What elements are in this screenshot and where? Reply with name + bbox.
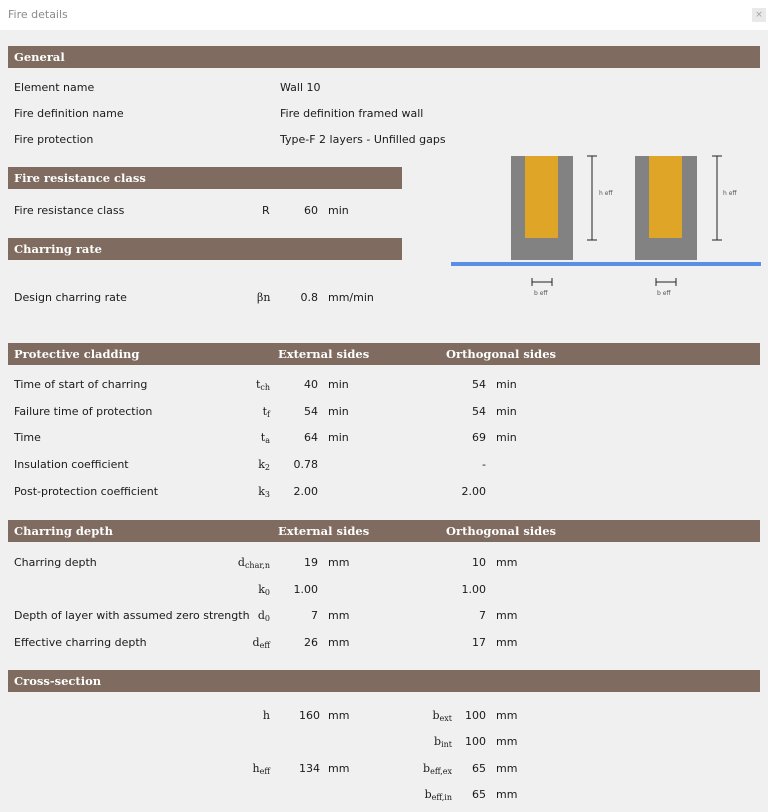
external-value: 2.00 — [293, 485, 318, 498]
cross-section-value: 160 — [299, 709, 320, 722]
row-label: Depth of layer with assumed zero strength — [14, 609, 250, 622]
orthogonal-value: 1.00 — [461, 583, 486, 596]
orthogonal-unit: mm — [496, 636, 518, 649]
title-bar — [0, 0, 768, 30]
element-name-value: Wall 10 — [280, 81, 321, 94]
row-label: Time of start of charring — [14, 378, 148, 391]
orthogonal-value: 10 — [472, 556, 486, 569]
fire-resistance-label: Fire resistance class — [14, 204, 125, 217]
symbol-subscript: 0 — [264, 588, 270, 597]
section-title: Charring depth — [14, 524, 113, 538]
window-title: Fire details — [8, 8, 68, 21]
section-header-general — [8, 46, 760, 68]
row-symbol — [200, 583, 270, 600]
dimension-h-right — [712, 156, 722, 240]
row-label: Post-protection coefficient — [14, 485, 159, 498]
fire-resistance-value: 60 — [304, 204, 318, 217]
symbol-subscript: 3 — [264, 490, 270, 499]
charring-rate-label: Design charring rate — [14, 291, 127, 304]
symbol-base: k — [258, 458, 265, 471]
row-label: Insulation coefficient — [14, 458, 129, 471]
cross-section-value: 65 — [472, 788, 486, 801]
symbol-base: k — [258, 485, 265, 498]
section-header-charring-rate — [8, 238, 402, 260]
cross-section-unit: mm — [328, 709, 350, 722]
section-title: Cross-section — [14, 674, 102, 688]
orthogonal-unit: mm — [496, 609, 518, 622]
external-unit: min — [328, 405, 349, 418]
cross-section-symbol — [390, 788, 452, 805]
orthogonal-value: - — [482, 458, 486, 471]
external-unit: mm — [328, 636, 350, 649]
external-unit: mm — [328, 556, 350, 569]
orthogonal-unit: min — [496, 431, 517, 444]
orthogonal-value: 54 — [472, 378, 486, 391]
orthogonal-unit: mm — [496, 556, 518, 569]
orthogonal-value: 69 — [472, 431, 486, 444]
row-symbol — [200, 458, 270, 475]
cross-section-value: 65 — [472, 762, 486, 775]
section-title: Charring rate — [14, 242, 102, 256]
external-value: 26 — [304, 636, 318, 649]
row-symbol — [200, 556, 270, 573]
symbol-subscript: eff,in — [431, 793, 452, 802]
row-symbol — [200, 431, 270, 448]
symbol-subscript: ch — [260, 383, 270, 392]
orthogonal-value: 17 — [472, 636, 486, 649]
fire-resistance-unit: min — [328, 204, 349, 217]
dimension-b-right — [656, 278, 676, 286]
symbol-base: b — [434, 735, 442, 748]
cross-section-value: 100 — [465, 709, 486, 722]
symbol-base: h — [262, 709, 270, 722]
orthogonal-value: 54 — [472, 405, 486, 418]
orthogonal-unit: min — [496, 405, 517, 418]
orthogonal-value: 2.00 — [461, 485, 486, 498]
symbol-subscript: a — [265, 436, 270, 445]
row-symbol — [200, 609, 270, 626]
cross-section-unit: mm — [496, 788, 518, 801]
fire-protection-value: Type-F 2 layers - Unfilled gaps — [280, 133, 446, 146]
symbol-base: t — [260, 431, 266, 444]
external-value: 40 — [304, 378, 318, 391]
symbol-base: d — [252, 636, 260, 649]
cross-section-unit: mm — [328, 762, 350, 775]
section-title: Fire resistance class — [14, 171, 146, 185]
cross-section-unit: mm — [496, 735, 518, 748]
charring-rate-symbol: βn — [257, 291, 271, 304]
column-header-external: External sides — [278, 347, 370, 361]
external-value: 19 — [304, 556, 318, 569]
symbol-subscript: ext — [439, 714, 452, 723]
fire-protection-label: Fire protection — [14, 133, 94, 146]
h-eff-label-right: h eff — [723, 190, 737, 197]
symbol-base: b — [432, 709, 440, 722]
symbol-subscript: char,n — [244, 561, 270, 570]
wall-section-diagram — [445, 150, 765, 305]
row-symbol — [200, 378, 270, 395]
cross-section-symbol — [390, 762, 452, 779]
symbol-base: d — [237, 556, 245, 569]
section-header-charring-depth — [8, 520, 760, 542]
element-name-label: Element name — [14, 81, 95, 94]
row-label: Effective charring depth — [14, 636, 147, 649]
charring-rate-value: 0.8 — [300, 291, 318, 304]
column-header-external: External sides — [278, 524, 370, 538]
cross-section-unit: mm — [496, 762, 518, 775]
symbol-subscript: int — [441, 740, 452, 749]
cross-section-symbol — [200, 709, 270, 723]
dimension-h-left — [587, 156, 597, 240]
symbol-subscript: 0 — [264, 614, 270, 623]
symbol-subscript: eff — [259, 641, 270, 650]
cross-section-unit: mm — [496, 709, 518, 722]
symbol-base: h — [252, 762, 260, 775]
column-header-orthogonal: Orthogonal sides — [446, 347, 556, 361]
external-value: 0.78 — [293, 458, 318, 471]
section-title: Protective cladding — [14, 347, 140, 361]
row-label: Charring depth — [14, 556, 97, 569]
symbol-base: k — [258, 583, 265, 596]
orthogonal-unit: min — [496, 378, 517, 391]
column-header-orthogonal: Orthogonal sides — [446, 524, 556, 538]
symbol-subscript: eff — [259, 767, 270, 776]
section-header-protective-cladding — [8, 343, 760, 365]
row-label: Failure time of protection — [14, 405, 153, 418]
external-value: 1.00 — [293, 583, 318, 596]
row-symbol — [200, 636, 270, 653]
charred-core-right — [649, 156, 682, 238]
section-header-fire-resistance — [8, 167, 402, 189]
b-eff-label-right: b eff — [657, 290, 671, 297]
charred-core-left — [525, 156, 558, 238]
fire-definition-label: Fire definition name — [14, 107, 124, 120]
fire-definition-value: Fire definition framed wall — [280, 107, 424, 120]
h-eff-label-left: h eff — [599, 190, 613, 197]
symbol-subscript: 2 — [264, 463, 270, 472]
external-value: 54 — [304, 405, 318, 418]
cross-section-value: 100 — [465, 735, 486, 748]
row-symbol — [200, 485, 270, 502]
external-unit: min — [328, 378, 349, 391]
charring-rate-unit: mm/min — [328, 291, 374, 304]
cross-section-value: 134 — [299, 762, 320, 775]
symbol-base: b — [424, 788, 432, 801]
close-icon[interactable]: × — [752, 8, 766, 22]
b-eff-label-left: b eff — [534, 290, 548, 297]
row-label: Time — [14, 431, 41, 444]
symbol-base: b — [423, 762, 431, 775]
cross-section-symbol — [200, 762, 270, 779]
symbol-base: d — [257, 609, 265, 622]
external-unit: mm — [328, 609, 350, 622]
section-title: General — [14, 50, 65, 64]
symbol-base: t — [262, 405, 268, 418]
symbol-subscript: f — [267, 410, 270, 419]
external-value: 7 — [311, 609, 318, 622]
symbol-base: t — [255, 378, 261, 391]
fire-resistance-symbol: R — [262, 204, 270, 217]
cross-section-symbol — [390, 709, 452, 726]
cross-section-symbol — [390, 735, 452, 752]
section-header-cross-section — [8, 670, 760, 692]
row-symbol — [200, 405, 270, 422]
external-value: 64 — [304, 431, 318, 444]
external-unit: min — [328, 431, 349, 444]
dimension-b-left — [532, 278, 552, 286]
orthogonal-value: 7 — [479, 609, 486, 622]
symbol-subscript: eff,ex — [430, 767, 452, 776]
